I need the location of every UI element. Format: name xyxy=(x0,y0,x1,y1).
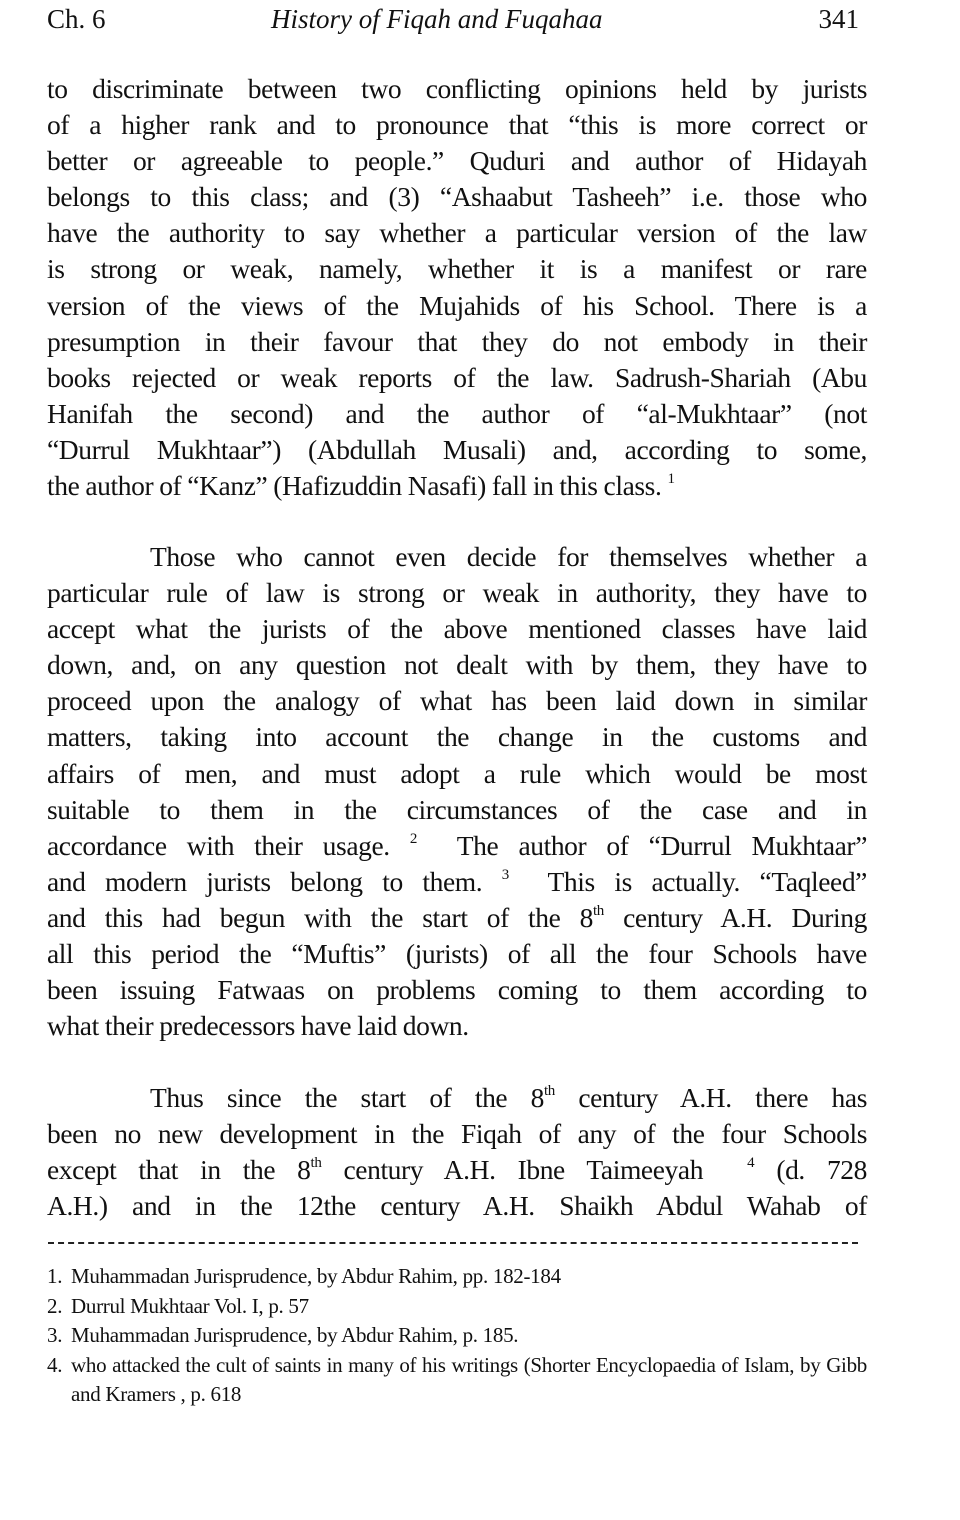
ordinal-suffix: th xyxy=(310,1155,322,1172)
text-segment: The author of “Durrul Mukhtaar” xyxy=(456,829,867,861)
ordinal-suffix: th xyxy=(544,1082,555,1099)
text-line: Those who cannot even decide for themselves whether a xyxy=(150,541,867,572)
book-title: History of Fiqah and Fuqahaa xyxy=(271,4,603,34)
text-line: “Durrul Mukhtaar”) (Abdullah Musali) and, according to some, xyxy=(47,433,867,465)
text-line: proceed upon the analogy of what has been laid down in similar xyxy=(47,685,867,717)
text-line: books rejected or weak reports of the law. Sadrush-Shariah (Abu xyxy=(47,361,867,393)
paragraph-1 xyxy=(47,71,867,504)
text-line: particular rule of law is strong or weak in authority, they have to xyxy=(47,577,867,609)
text-line: been no new development in the Fiqah of any of the four Schools xyxy=(47,1118,867,1150)
text-line: is strong or weak, namely, whether it is a manifest or rare xyxy=(47,253,867,285)
footnote-text: Durrul Mukhtaar Vol. I, p. 57 xyxy=(71,1293,309,1318)
footnote-item xyxy=(47,1321,867,1351)
text-line: accept what the jurists of the above mentioned classes have laid xyxy=(47,613,867,645)
text-segment: except that in the 8 xyxy=(47,1154,311,1186)
footnote-text: Muhammadan Jurisprudence, by Abdur Rahim, pp. 182-184 xyxy=(71,1264,561,1288)
footnote-ref-3[interactable]: 3 xyxy=(501,866,509,883)
footnote-number: 1. xyxy=(47,1264,63,1288)
text-line xyxy=(47,1080,867,1116)
text-line: better or agreeable to people.” Quduri and author of Hidayah xyxy=(47,145,867,177)
chapter-label: Ch. 6 xyxy=(47,4,106,34)
ordinal-suffix: th xyxy=(593,902,604,919)
footnote-ref-4[interactable]: 4 xyxy=(747,1155,755,1172)
footnote-item xyxy=(47,1292,867,1322)
footnote-item xyxy=(47,1262,867,1292)
text-segment: This is actually. “Taqleed” xyxy=(547,865,867,897)
text-line: what their predecessors have laid down. xyxy=(47,1010,469,1042)
text-line xyxy=(47,1152,867,1188)
text-line: been issuing Fatwaas on problems coming to them according to xyxy=(47,974,867,1006)
paragraph-2 xyxy=(47,539,867,1044)
text-segment: Thus since the start of the 8 xyxy=(150,1082,545,1113)
footnote-number: 2. xyxy=(47,1293,63,1318)
text-line xyxy=(47,900,867,936)
footnote-number: 3. xyxy=(47,1323,63,1347)
footnote-item xyxy=(47,1351,867,1410)
text-line: version of the views of the Mujahids of his School. There is a xyxy=(47,289,867,321)
text-segment: century A.H. During xyxy=(623,901,867,933)
text-line xyxy=(47,828,867,864)
text-segment: (d. 728 xyxy=(776,1154,868,1186)
text-line: Hanifah the second) and the author of “al-Mukhtaar” (not xyxy=(47,397,867,429)
footnote-text: Muhammadan Jurisprudence, by Abdur Rahim, p. 185. xyxy=(71,1323,519,1347)
text-line: of a higher rank and to pronounce that “this is more correct or xyxy=(47,109,867,141)
text-segment: accordance with their usage. xyxy=(47,829,390,861)
text-segment: and modern jurists belong to them. xyxy=(47,865,483,897)
paragraph-3 xyxy=(47,1080,867,1224)
footnote-ref-1[interactable]: 1 xyxy=(667,470,675,487)
text-line: all this period the “Muftis” (jurists) of all the four Schools have xyxy=(47,938,867,970)
text-line: matters, taking into account the change in the customs and xyxy=(47,721,867,753)
text-line: affairs of men, and must adopt a rule which would be most xyxy=(47,757,867,789)
text-line: down, and, on any question not dealt with by them, they have to xyxy=(47,649,867,681)
text-line: belongs to this class; and (3) “Ashaabut Tasheeh” i.e. those who xyxy=(47,181,867,213)
footnote-ref-2[interactable]: 2 xyxy=(409,830,418,847)
text-segment: century A.H. there has xyxy=(578,1082,867,1113)
running-header xyxy=(47,2,859,36)
footnotes xyxy=(47,1262,867,1410)
text-line: suitable to them in the circumstances of the case and in xyxy=(47,793,867,825)
text-segment: century A.H. Ibne Taimeeyah xyxy=(343,1154,704,1186)
text-line: to discriminate between two conflicting opinions held by jurists xyxy=(47,73,867,104)
text-line: have the authority to say whether a particular version of the law xyxy=(47,217,867,249)
text-segment: and this had begun with the start of the 8 xyxy=(47,901,593,933)
footnote-text: who attacked the cult of saints in many of his writings (Shorter Encyclopaedia of Islam, by Gibb and Kramers , p. 618 xyxy=(71,1352,867,1406)
text-segment: the author of “Kanz” (Hafizuddin Nasafi) fall in this class. xyxy=(47,470,662,502)
footnote-separator xyxy=(48,1242,858,1244)
page-number: 341 xyxy=(818,4,859,34)
text-line xyxy=(47,468,867,504)
footnote-number: 4. xyxy=(47,1352,63,1377)
text-line xyxy=(47,864,867,900)
text-line: A.H.) and in the 12the century A.H. Shaikh Abdul Wahab of xyxy=(47,1190,867,1222)
text-line: presumption in their favour that they do not embody in their xyxy=(47,325,867,357)
